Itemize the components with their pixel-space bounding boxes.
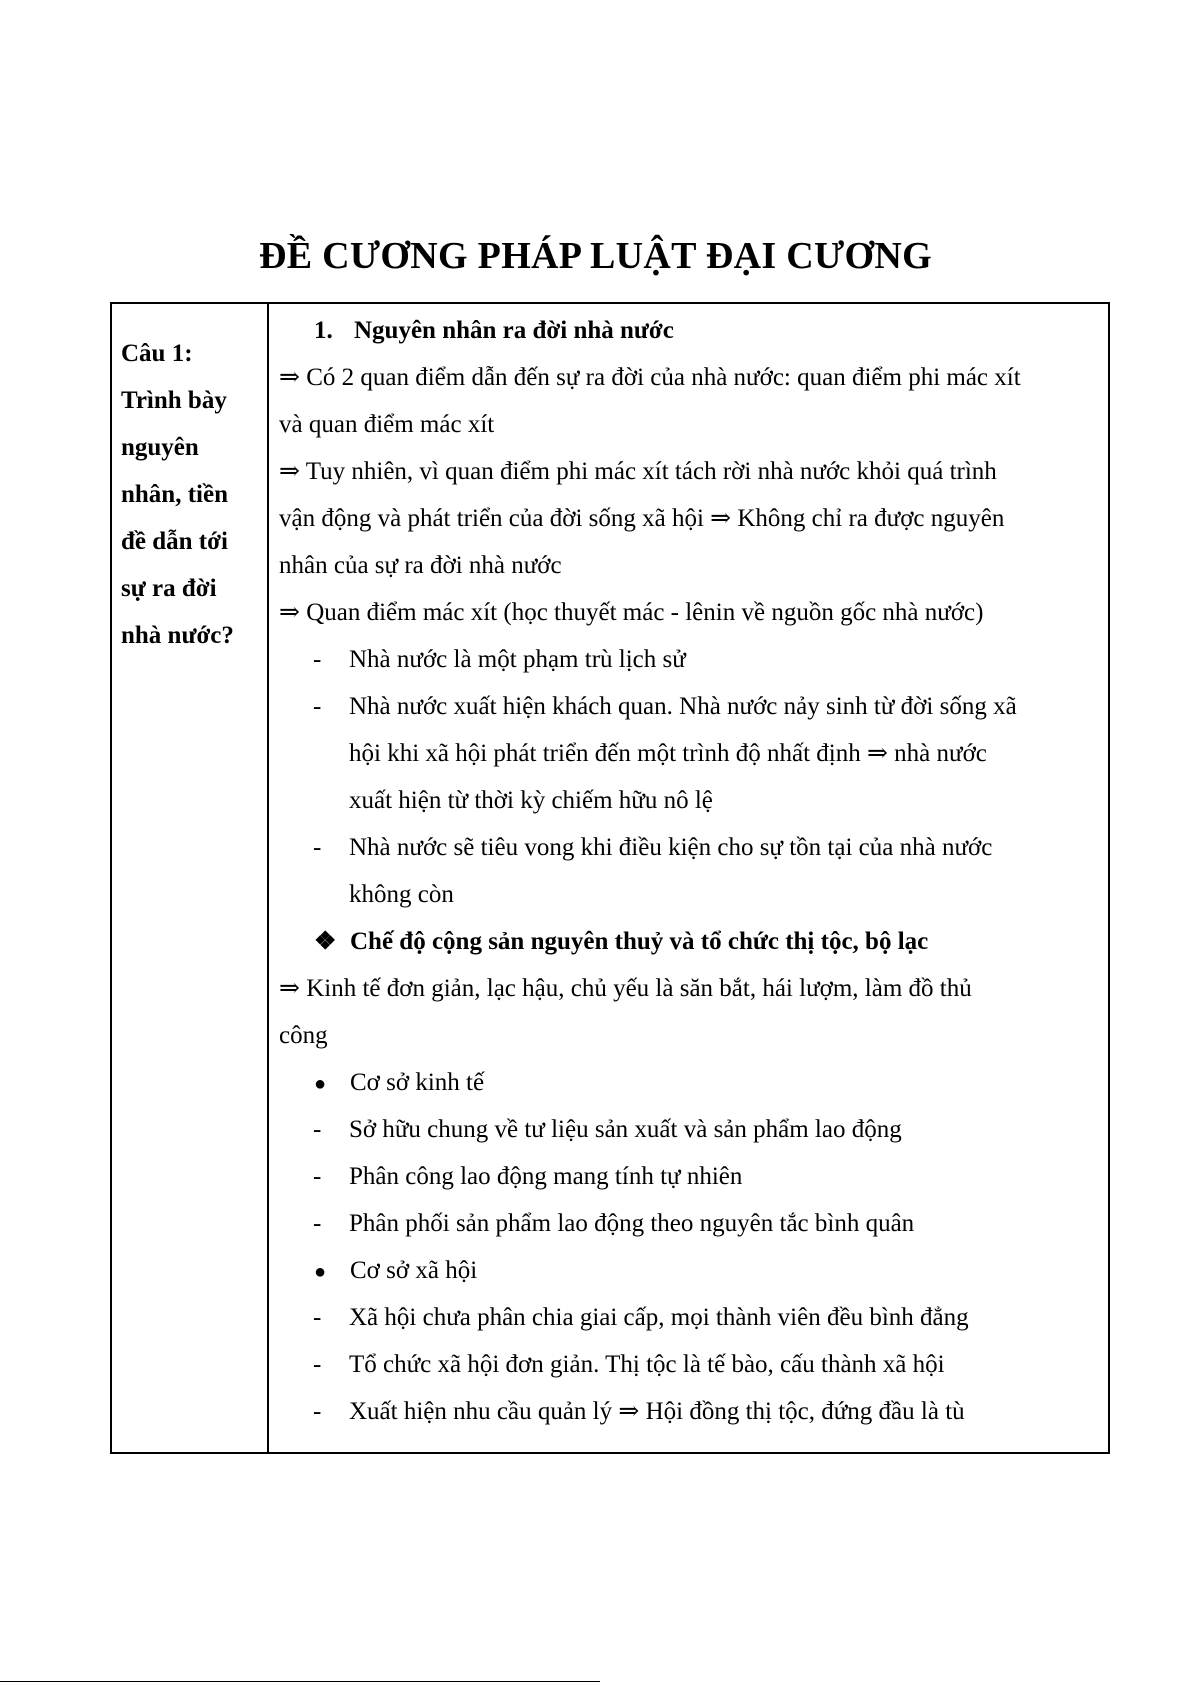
- list-item-text: Nhà nước sẽ tiêu vong khi điều kiện cho sự tồn tại của nhà nước: [349, 834, 993, 861]
- bullet-list-item: [279, 1059, 1104, 1106]
- question-line: Câu 1:: [121, 340, 193, 367]
- bullet-list-item: [279, 1247, 1104, 1294]
- answer-cell: [279, 307, 1104, 1435]
- question-cell: [121, 330, 261, 659]
- question-line: nhà nước?: [121, 622, 234, 649]
- dash-list-item: [279, 1341, 1104, 1388]
- list-item-text: Nhà nước là một phạm trù lịch sử: [349, 646, 686, 673]
- section-heading: [279, 307, 1104, 354]
- dash-list-item: [279, 1200, 1104, 1247]
- dash-list-item: [279, 824, 1104, 871]
- question-line: đề dẫn tới: [121, 528, 228, 555]
- dash-marker: -: [313, 834, 322, 861]
- dash-list-item: [279, 1153, 1104, 1200]
- question-line: Trình bày: [121, 387, 227, 414]
- list-item-text: Xuất hiện nhu cầu quản lý ⇒ Hội đồng thị tộc, đứng đầu là tù: [349, 1398, 965, 1425]
- list-item-text: Cơ sở kinh tế: [350, 1069, 485, 1096]
- dash-marker: -: [313, 1163, 322, 1190]
- paragraph-line: và quan điểm mác xít: [279, 411, 495, 438]
- question-line: nguyên: [121, 434, 199, 461]
- diamond-bullet-icon: ❖: [314, 928, 337, 955]
- document-title: ĐỀ CƯƠNG PHÁP LUẬT ĐẠI CƯƠNG: [258, 235, 933, 277]
- list-item-text: Cơ sở xã hội: [350, 1257, 478, 1284]
- dash-list-item: [279, 683, 1104, 730]
- section-number: 1.: [314, 317, 333, 344]
- dash-marker: -: [313, 1116, 322, 1143]
- paragraph-line: ⇒ Kinh tế đơn giản, lạc hậu, chủ yếu là săn bắt, hái lượm, làm đồ thủ: [279, 975, 972, 1002]
- dash-list-item: [279, 1388, 1104, 1435]
- dash-marker: -: [313, 1210, 322, 1237]
- dash-list-item: [279, 636, 1104, 683]
- paragraph-line: công: [279, 1022, 328, 1049]
- question-line: nhân, tiền: [121, 481, 228, 508]
- question-line: sự ra đời: [121, 575, 217, 602]
- dash-marker: -: [313, 1304, 322, 1331]
- dash-list-item: [279, 1294, 1104, 1341]
- section-heading-text: Nguyên nhân ra đời nhà nước: [354, 317, 674, 344]
- list-item-text: Phân công lao động mang tính tự nhiên: [349, 1163, 743, 1190]
- paragraph-line: nhân của sự ra đời nhà nước: [279, 552, 562, 579]
- footnote-separator: [0, 1681, 600, 1682]
- list-item-text: Sở hữu chung về tư liệu sản xuất và sản phẩm lao động: [349, 1116, 902, 1143]
- paragraph-line: vận động và phát triển của đời sống xã hội ⇒ Không chỉ ra được nguyên: [279, 505, 1005, 532]
- sub-heading: [279, 918, 1104, 965]
- list-item-continuation: hội khi xã hội phát triển đến một trình độ nhất định ⇒ nhà nước: [349, 740, 987, 767]
- list-item-text: Tổ chức xã hội đơn giản. Thị tộc là tế bào, cấu thành xã hội: [349, 1351, 945, 1378]
- dash-marker: -: [313, 1351, 322, 1378]
- list-item-text: Phân phối sản phẩm lao động theo nguyên tắc bình quân: [349, 1210, 915, 1237]
- list-item-text: Nhà nước xuất hiện khách quan. Nhà nước nảy sinh từ đời sống xã: [349, 693, 1017, 720]
- column-divider: [267, 302, 269, 1454]
- bullet-dot-icon: ●: [314, 1261, 327, 1283]
- paragraph-line: ⇒ Có 2 quan điểm dẫn đến sự ra đời của nhà nước: quan điểm phi mác xít: [279, 364, 1021, 391]
- dash-marker: -: [313, 646, 322, 673]
- dash-marker: -: [313, 693, 322, 720]
- list-item-text: Xã hội chưa phân chia giai cấp, mọi thành viên đều bình đẳng: [349, 1304, 969, 1331]
- paragraph-line: ⇒ Quan điểm mác xít (học thuyết mác - lênin về nguồn gốc nhà nước): [279, 599, 984, 626]
- list-item-continuation: xuất hiện từ thời kỳ chiếm hữu nô lệ: [349, 787, 713, 814]
- sub-heading-text: Chế độ cộng sản nguyên thuỷ và tổ chức thị tộc, bộ lạc: [350, 928, 929, 955]
- list-item-continuation: không còn: [349, 881, 454, 908]
- bullet-dot-icon: ●: [314, 1073, 327, 1095]
- dash-list-item: [279, 1106, 1104, 1153]
- paragraph-line: ⇒ Tuy nhiên, vì quan điểm phi mác xít tách rời nhà nước khỏi quá trình: [279, 458, 997, 485]
- dash-marker: -: [313, 1398, 322, 1425]
